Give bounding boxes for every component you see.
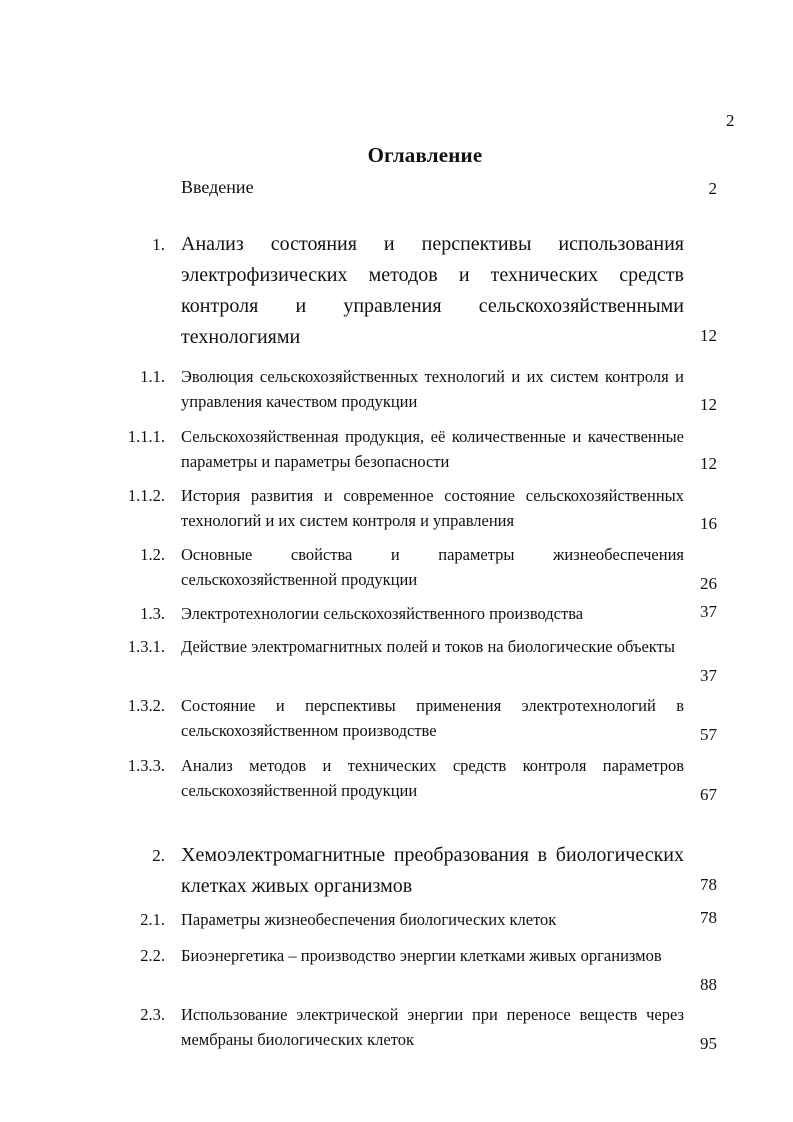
toc-entry-page: 57 [700, 725, 717, 744]
toc-entry-page: 88 [700, 975, 717, 994]
toc-entry-number: 2.3. [140, 1005, 165, 1024]
page-title: Оглавление [367, 143, 483, 167]
toc-entry-number: 1. [152, 235, 165, 254]
toc-entry-page: 78 [700, 875, 717, 894]
toc-entry-number: 2.1. [140, 910, 165, 929]
toc-entry-number: 1.3.3. [127, 756, 165, 775]
toc-entry-number: 1.1.1. [127, 427, 165, 446]
toc-entry-page: 12 [700, 454, 717, 473]
toc-entry-number: 1.1.2. [127, 486, 165, 505]
toc-entry-page: 16 [700, 514, 717, 533]
toc-entry-text: Анализ методов и технических средств контроля параметров сельскохозяйственной продукции [181, 756, 684, 800]
toc-entry-text: Сельскохозяйственная продукция, её количественные и качественные параметры и параметры безопасности [181, 427, 684, 471]
toc-entry-page: 78 [700, 908, 717, 927]
toc-entry-page: 2 [708, 179, 717, 198]
toc-entry-page: 37 [700, 602, 717, 621]
toc-entry-text: Анализ состояния и перспективы использования электрофизических методов и технических средств контроля и управления сельскохозяйственными технологиями [181, 233, 684, 348]
toc-entry-text: Использование электрической энергии при переносе веществ через мембраны биологических клеток [181, 1005, 684, 1049]
toc-entry-text: Электротехнологии сельскохозяйственного производства [181, 604, 584, 623]
toc-entry-text: Хемоэлектромагнитные преобразования в биологических клетках живых организмов [181, 844, 684, 897]
toc-entry-text: Действие электромагнитных полей и токов на биологические объекты [181, 637, 675, 656]
toc-entry-text: Состояние и перспективы применения электротехнологий в сельскохозяйственном производстве [181, 696, 684, 740]
toc-entry-text: История развития и современное состояние сельскохозяйственных технологий и их систем контроля и управления [181, 486, 684, 530]
toc-entry-page: 12 [700, 395, 717, 414]
toc-entry-text: Параметры жизнеобеспечения биологических клеток [181, 910, 557, 929]
toc-entry-page: 12 [700, 326, 717, 345]
toc-entry-page: 26 [700, 574, 717, 593]
toc-entry-page: 95 [700, 1034, 717, 1053]
page-number: 2 [726, 111, 735, 130]
toc-entry-page: 67 [700, 785, 717, 804]
toc-entry-text: Эволюция сельскохозяйственных технологий и их систем контроля и управления качеством продукции [181, 367, 684, 411]
toc-entry-number: 1.3.1. [127, 637, 165, 656]
toc-entry-text: Введение [181, 177, 254, 197]
toc-entry-number: 1.1. [140, 367, 165, 386]
toc-entry-number: 2.2. [140, 946, 165, 965]
toc-entry-page: 37 [700, 666, 717, 685]
toc-entry-number: 1.3.2. [127, 696, 165, 715]
toc-entry-text: Биоэнергетика – производство энергии клетками живых организмов [181, 946, 662, 965]
toc-entry-text: Основные свойства и параметры жизнеобеспечения сельскохозяйственной продукции [181, 545, 684, 589]
toc-entry-number: 2. [152, 846, 165, 865]
toc-entry-number: 1.3. [140, 604, 165, 623]
toc-entry-number: 1.2. [140, 545, 165, 564]
